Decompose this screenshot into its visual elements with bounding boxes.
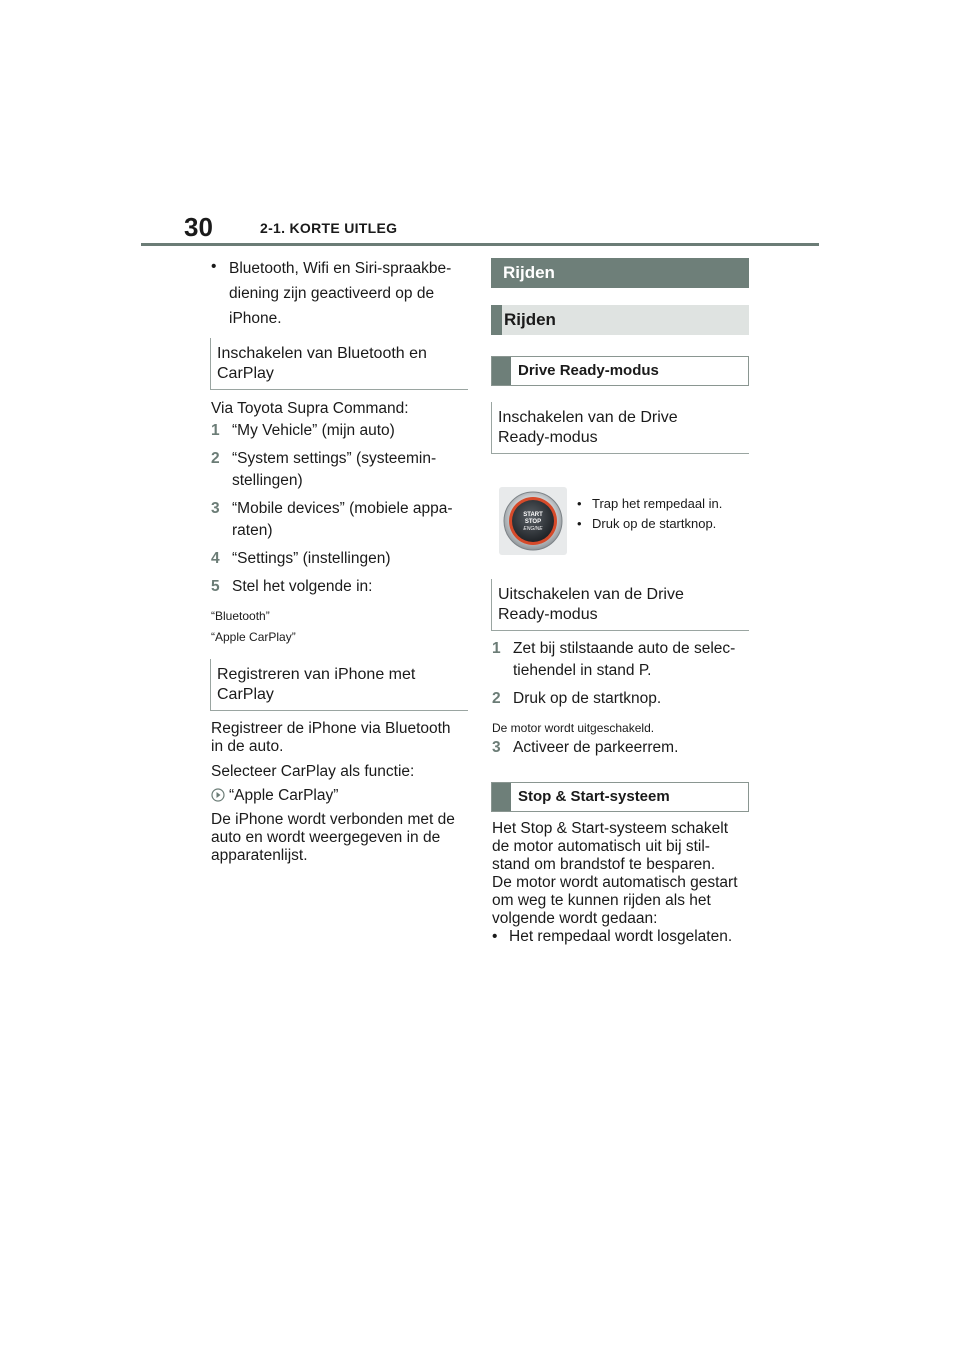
subheading-register-iphone: Registreren van iPhone met CarPlay — [210, 659, 468, 711]
bullet-line: iPhone. — [229, 310, 282, 327]
menu-arrow-icon — [211, 788, 225, 802]
bullet-line: Bluetooth, Wifi en Siri-spraakbe- — [229, 260, 452, 277]
button-text-stop: STOP — [524, 519, 542, 525]
section-title-rijden: Rijden — [491, 258, 749, 288]
button-text-start: START — [523, 512, 543, 518]
bullet-line: diening zijn geactiveerd op de — [229, 285, 435, 302]
carplay-menu-option[interactable]: “Apple CarPlay” — [211, 787, 338, 805]
page-number: 30 — [184, 212, 213, 242]
subheading-enable-drive-ready: Inschakelen van de Drive Ready-modus — [491, 402, 749, 454]
chapter-title: 2-1. KORTE UITLEG — [260, 220, 398, 236]
enable-instructions — [577, 494, 722, 534]
stop-start-description: Het Stop & Start-systeem schakelt de motor automatisch uit bij stil- stand om brandstof te besparen. De motor wordt automatisch gestart om weg te kunnen rijden als het volgende wordt gedaan: • Het rempedaal wordt losgelaten. — [492, 820, 738, 945]
option-bluetooth: “Bluetooth” — [211, 609, 270, 623]
connected-result-text: De iPhone wordt verbonden met de auto en wordt weergegeven in de apparatenlijst. — [211, 811, 455, 864]
bullet-item: • Druk op de startknop. — [577, 516, 717, 531]
select-carplay-text: Selecteer CarPlay als functie: — [211, 763, 415, 780]
section-marker — [491, 305, 502, 335]
bullet-item: • Het rempedaal wordt losgelaten. — [492, 928, 733, 945]
heading-marker — [492, 783, 511, 811]
heading-marker — [492, 357, 511, 385]
header-divider — [141, 243, 819, 246]
register-text: Registreer de iPhone via Bluetooth in de auto. — [211, 720, 451, 755]
heading-drive-ready-mode: Drive Ready-modus — [491, 356, 749, 386]
start-stop-engine-icon — [499, 487, 567, 555]
bullet-dot: • — [211, 258, 217, 275]
section-subtitle-rijden: Rijden — [491, 305, 749, 335]
bullet-item: • Trap het rempedaal in. — [577, 496, 723, 511]
heading-stop-start-system: Stop & Start-systeem — [491, 782, 749, 812]
via-command-text: Via Toyota Supra Command: — [211, 400, 409, 417]
subheading-disable-drive-ready: Uitschakelen van de Drive Ready-modus — [491, 579, 749, 631]
subheading-bluetooth-carplay: Inschakelen van Bluetooth en CarPlay — [210, 338, 468, 390]
engine-off-note: De motor wordt uitgeschakeld. — [492, 721, 655, 735]
option-apple-carplay: “Apple CarPlay” — [211, 630, 296, 644]
start-stop-button-image — [499, 487, 567, 555]
button-text-engine: ENGINE — [523, 526, 543, 532]
